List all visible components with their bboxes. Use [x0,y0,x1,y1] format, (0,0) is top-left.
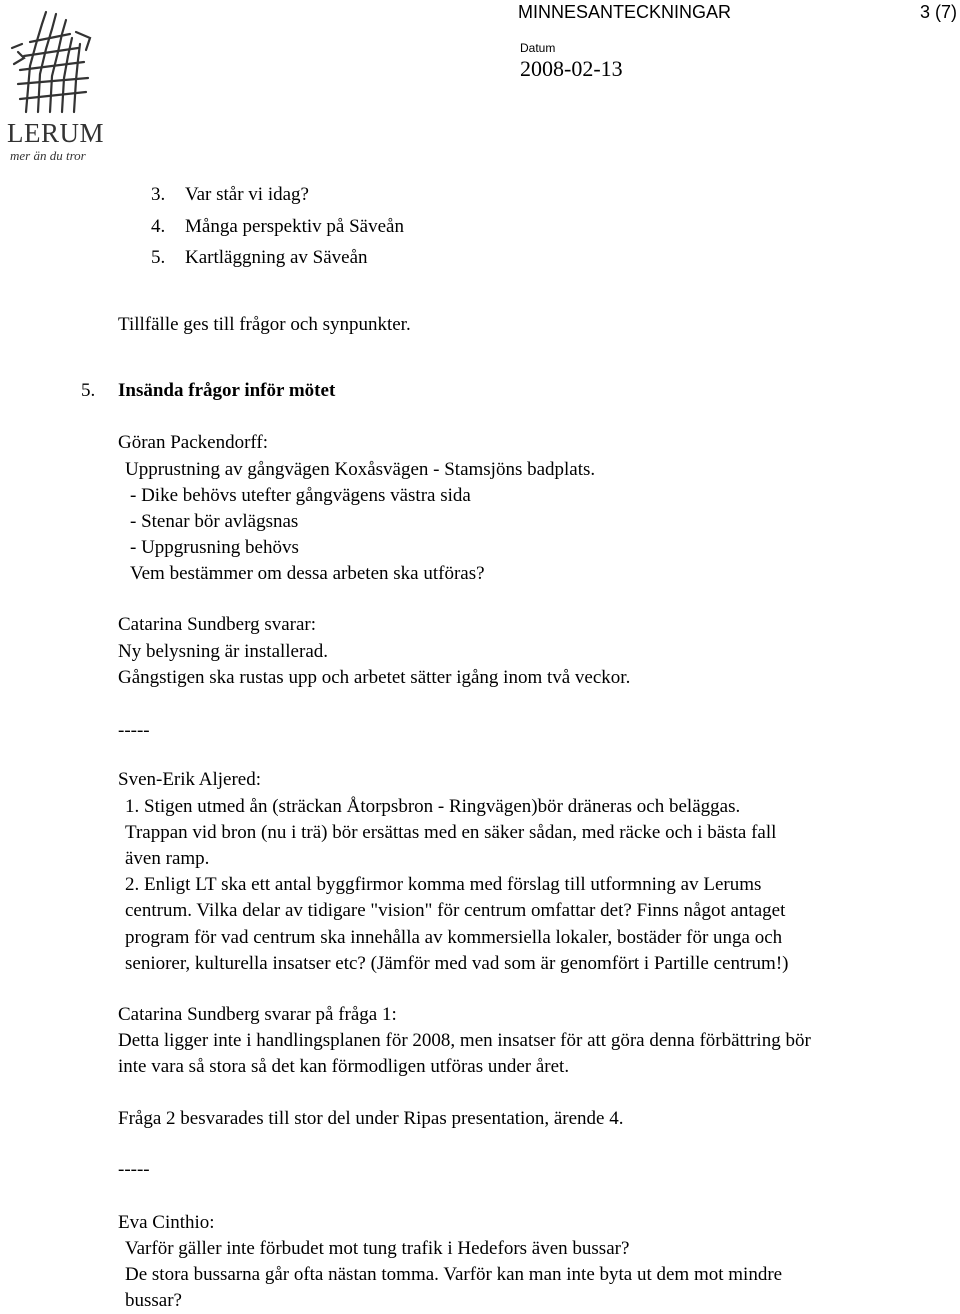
agenda-item: 3. Var står vi idag? [151,184,309,205]
question-line: bussar? [125,1290,182,1311]
opportunity-text: Tillfälle ges till frågor och synpunkter. [118,314,411,335]
asker-name: Göran Packendorff: [118,432,269,453]
question-line: - Uppgrusning behövs [130,537,299,558]
answer-line: Gångstigen ska rustas upp och arbetet sätter igång inom två veckor. [118,667,631,688]
asker-name: Sven-Erik Aljered: [118,769,261,790]
question-line: Varför gäller inte förbudet mot tung trafik i Hedefors även bussar? [125,1238,630,1259]
answer-line: Fråga 2 besvarades till stor del under Ripas presentation, ärende 4. [118,1108,624,1129]
agenda-item: 4. Många perspektiv på Säveån [151,216,404,237]
question-line: program för vad centrum ska innehålla av kommersiella lokaler, bostäder för unga och [125,927,783,948]
question-line: 1. Stigen utmed ån (sträckan Åtorpsbron - Ringvägen)bör dräneras och beläggas. [125,796,741,817]
section-number: 5. [81,380,96,401]
question-line: centrum. Vilka delar av tidigare "vision" för centrum omfattar det? Finns något antaget [125,900,786,921]
document-type: MINNESANTECKNINGAR [518,2,732,22]
date-label: Datum [520,41,556,55]
question-line: Vem bestämmer om dessa arbeten ska utföras? [130,563,485,584]
section-title: Insända frågor inför mötet [118,380,336,401]
responder-name: Catarina Sundberg svarar på fråga 1: [118,1004,397,1025]
question-line: även ramp. [125,848,210,869]
svg-text:mer än du tror: mer än du tror [10,148,86,163]
separator: ----- [118,1159,150,1180]
question-line: - Dike behövs utefter gångvägens västra sida [130,485,471,506]
asker-name: Eva Cinthio: [118,1212,215,1233]
page-number: 3 (7) [920,2,958,22]
answer-line: Detta ligger inte i handlingsplanen för 2008, men insatser för att göra denna förbättring bör [118,1030,811,1051]
svg-text:LERUM: LERUM [7,118,104,148]
question-line: De stora bussarna går ofta nästan tomma. Varför kan man inte byta ut dem mot mindre [125,1264,783,1285]
question-line: Trappan vid bron (nu i trä) bör ersättas med en säker sådan, med räcke och i bästa fall [125,822,777,843]
question-line: seniorer, kulturella insatser etc? (Jämför med vad som är genomfört i Partille centrum!) [125,953,789,974]
answer-line: Ny belysning är installerad. [118,641,329,662]
responder-name: Catarina Sundberg svarar: [118,614,317,635]
question-line: 2. Enligt LT ska ett antal byggfirmor komma med förslag till utformning av Lerums [125,874,762,895]
lerum-logo [6,4,106,164]
separator: ----- [118,720,150,741]
answer-line: inte vara så stora så det kan förmodligen utföras under året. [118,1056,570,1077]
question-line: - Stenar bör avlägsnas [130,511,299,532]
agenda-item: 5. Kartläggning av Säveån [151,247,368,268]
question-line: Upprustning av gångvägen Koxåsvägen - Stamsjöns badplats. [125,459,596,480]
date-value: 2008-02-13 [520,56,623,81]
